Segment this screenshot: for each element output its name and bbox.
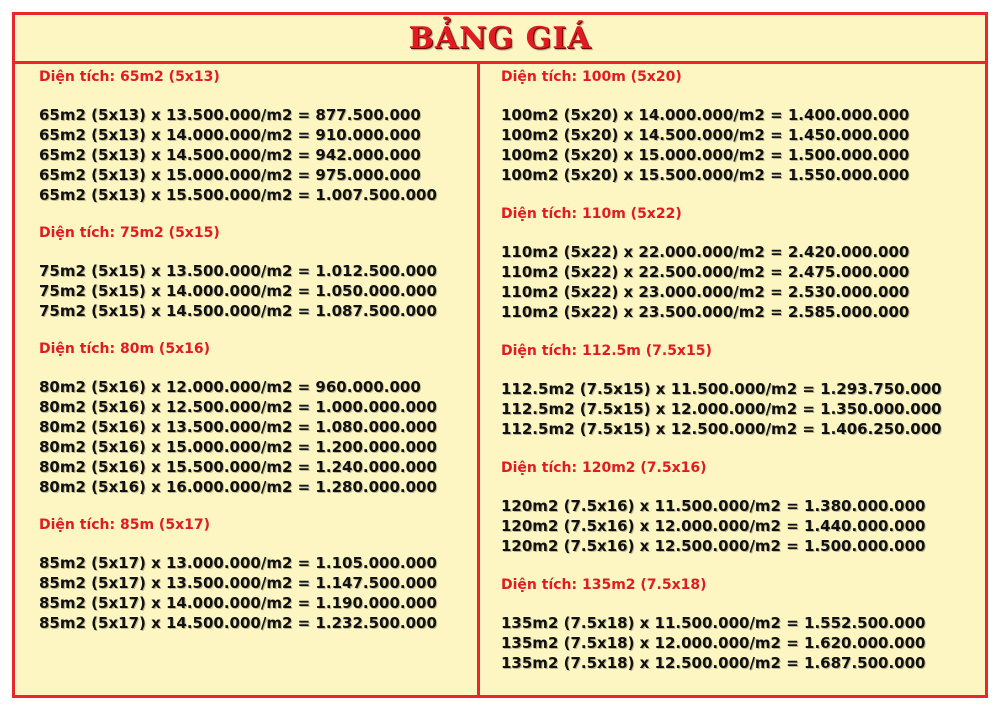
section-heading: Diện tích: 120m2 (7.5x16) [501, 460, 707, 476]
price-row: 100m2 (5x20) x 15.000.000/m2 = 1.500.000.000 [501, 146, 910, 164]
price-row: 65m2 (5x13) x 15.500.000/m2 = 1.007.500.000 [39, 186, 437, 204]
price-board [12, 12, 988, 698]
price-row: 80m2 (5x16) x 15.000.000/m2 = 1.200.000.000 [39, 438, 437, 456]
price-section [501, 575, 981, 673]
price-section [501, 341, 981, 439]
price-row: 135m2 (7.5x18) x 11.500.000/m2 = 1.552.500.000 [501, 614, 926, 632]
price-section [501, 204, 981, 322]
section-heading: Diện tích: 85m (5x17) [39, 517, 210, 533]
column-divider [477, 61, 480, 695]
price-section [39, 339, 469, 497]
price-row: 110m2 (5x22) x 23.500.000/m2 = 2.585.000.000 [501, 303, 910, 321]
section-heading: Diện tích: 112.5m (7.5x15) [501, 343, 712, 359]
price-row: 110m2 (5x22) x 22.500.000/m2 = 2.475.000.000 [501, 263, 910, 281]
price-row: 65m2 (5x13) x 14.500.000/m2 = 942.000.000 [39, 146, 421, 164]
price-row: 135m2 (7.5x18) x 12.000.000/m2 = 1.620.000.000 [501, 634, 926, 652]
price-row: 100m2 (5x20) x 14.000.000/m2 = 1.400.000.000 [501, 106, 910, 124]
price-row: 112.5m2 (7.5x15) x 12.500.000/m2 = 1.406.250.000 [501, 420, 942, 438]
price-row: 112.5m2 (7.5x15) x 12.000.000/m2 = 1.350.000.000 [501, 400, 942, 418]
price-row: 80m2 (5x16) x 12.000.000/m2 = 960.000.000 [39, 378, 421, 396]
section-heading: Diện tích: 135m2 (7.5x18) [501, 577, 707, 593]
price-row: 80m2 (5x16) x 12.500.000/m2 = 1.000.000.000 [39, 398, 437, 416]
price-row: 112.5m2 (7.5x15) x 11.500.000/m2 = 1.293.750.000 [501, 380, 942, 398]
left-column [39, 67, 469, 651]
price-row: 85m2 (5x17) x 14.500.000/m2 = 1.232.500.000 [39, 614, 437, 632]
price-row: 65m2 (5x13) x 13.500.000/m2 = 877.500.000 [39, 106, 421, 124]
price-section [39, 515, 469, 633]
price-row: 120m2 (7.5x16) x 11.500.000/m2 = 1.380.000.000 [501, 497, 926, 515]
section-heading: Diện tích: 75m2 (5x15) [39, 225, 220, 241]
section-heading: Diện tích: 100m (5x20) [501, 69, 682, 85]
title-band [15, 15, 985, 64]
price-section [39, 67, 469, 205]
price-row: 65m2 (5x13) x 14.000.000/m2 = 910.000.000 [39, 126, 421, 144]
page-title: BẢNG GIÁ [408, 20, 592, 56]
price-row: 120m2 (7.5x16) x 12.000.000/m2 = 1.440.000.000 [501, 517, 926, 535]
price-row: 75m2 (5x15) x 13.500.000/m2 = 1.012.500.000 [39, 262, 437, 280]
price-row: 75m2 (5x15) x 14.000.000/m2 = 1.050.000.000 [39, 282, 437, 300]
price-row: 65m2 (5x13) x 15.000.000/m2 = 975.000.000 [39, 166, 421, 184]
price-row: 80m2 (5x16) x 15.500.000/m2 = 1.240.000.000 [39, 458, 437, 476]
price-row: 135m2 (7.5x18) x 12.500.000/m2 = 1.687.500.000 [501, 654, 926, 672]
price-row: 80m2 (5x16) x 13.500.000/m2 = 1.080.000.000 [39, 418, 437, 436]
section-heading: Diện tích: 110m (5x22) [501, 206, 682, 222]
price-row: 85m2 (5x17) x 13.500.000/m2 = 1.147.500.000 [39, 574, 437, 592]
price-row: 85m2 (5x17) x 13.000.000/m2 = 1.105.000.000 [39, 554, 437, 572]
price-row: 110m2 (5x22) x 22.000.000/m2 = 2.420.000.000 [501, 243, 910, 261]
price-row: 110m2 (5x22) x 23.000.000/m2 = 2.530.000.000 [501, 283, 910, 301]
price-row: 100m2 (5x20) x 14.500.000/m2 = 1.450.000.000 [501, 126, 910, 144]
section-heading: Diện tích: 80m (5x16) [39, 341, 210, 357]
price-row: 80m2 (5x16) x 16.000.000/m2 = 1.280.000.000 [39, 478, 437, 496]
right-column [501, 67, 981, 692]
price-row: 85m2 (5x17) x 14.000.000/m2 = 1.190.000.000 [39, 594, 437, 612]
section-heading: Diện tích: 65m2 (5x13) [39, 69, 220, 85]
price-row: 75m2 (5x15) x 14.500.000/m2 = 1.087.500.000 [39, 302, 437, 320]
price-section [501, 67, 981, 185]
price-section [39, 223, 469, 321]
price-row: 100m2 (5x20) x 15.500.000/m2 = 1.550.000.000 [501, 166, 910, 184]
price-row: 120m2 (7.5x16) x 12.500.000/m2 = 1.500.000.000 [501, 537, 926, 555]
price-section [501, 458, 981, 556]
